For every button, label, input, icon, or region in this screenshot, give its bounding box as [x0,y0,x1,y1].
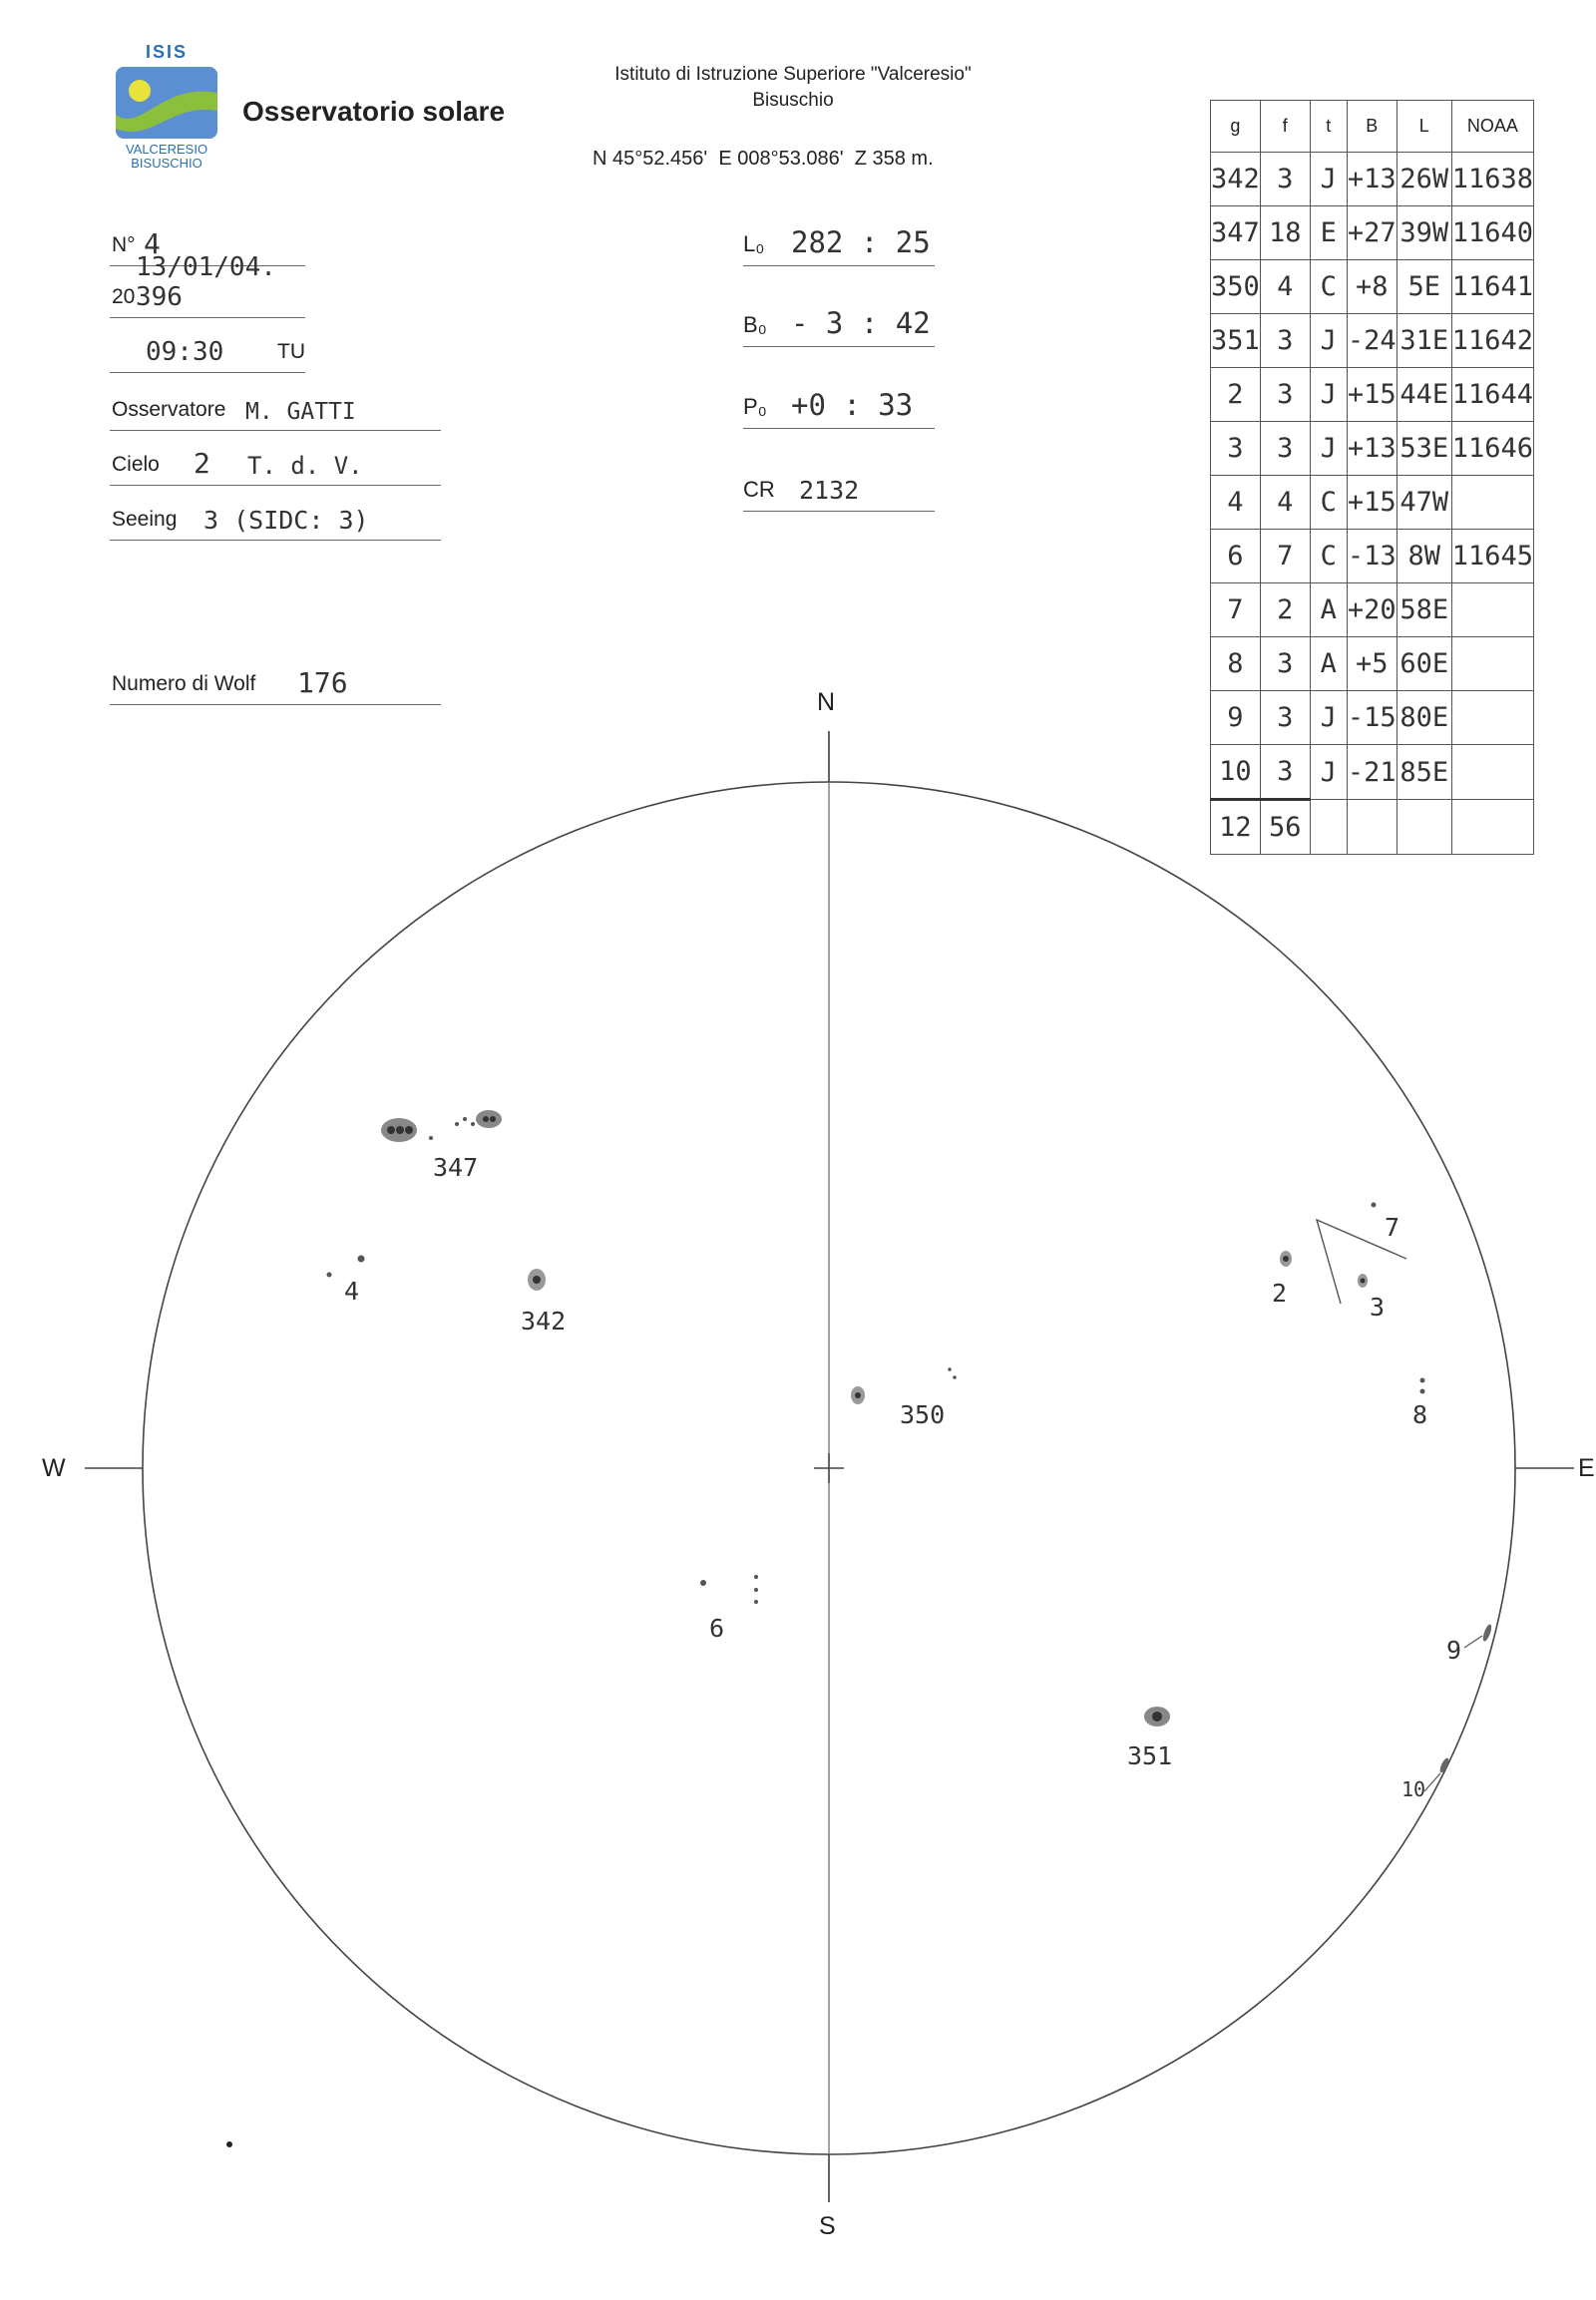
table-cell: 11641 [1451,260,1533,314]
table-cell: 4 [1211,476,1261,530]
group-label-4: 4 [344,1277,360,1306]
l0-value: 282 : 25 [791,225,931,259]
header-cell: L [1396,101,1451,153]
table-cell: A [1310,637,1347,691]
spot-group-350 [851,1367,957,1404]
table-cell: +8 [1347,260,1396,314]
table-cell: 351 [1211,314,1261,368]
site-coordinates: N 45°52.456' E 008°53.086' Z 358 m. [593,148,934,170]
table-cell: 11642 [1451,314,1533,368]
time-value: 09:30 [146,337,224,367]
table-cell: 11638 [1451,153,1533,206]
group-label-342: 342 [521,1307,567,1336]
number-value: 4 [144,227,161,260]
table-cell: 342 [1211,153,1261,206]
table-cell: -24 [1347,314,1396,368]
observatory-title: Osservatorio solare [242,96,506,127]
table-cell: -13 [1347,530,1396,583]
table-cell: +15 [1347,368,1396,422]
table-cell: 11645 [1451,530,1533,583]
table-cell: 5E [1396,260,1451,314]
table-cell: -15 [1347,691,1396,745]
table-cell: +27 [1347,206,1396,260]
table-cell: J [1310,153,1347,206]
header-cell: NOAA [1451,101,1533,153]
l0-label: L₀ [743,231,765,256]
table-cell: J [1310,314,1347,368]
logo-brand: ISIS [145,42,188,62]
table-cell: 7 [1211,583,1261,637]
table-cell: -21 [1347,745,1396,800]
header-cell: g [1211,101,1261,153]
cr-value: 2132 [799,476,860,505]
table-cell: 11646 [1451,422,1533,476]
annotation-pointer [1464,1636,1482,1648]
table-cell: 31E [1396,314,1451,368]
table-cell: 4 [1260,260,1310,314]
logo-subtitle-2: BISUSCHIO [131,156,202,171]
wolf-value: 176 [297,666,348,699]
date-value: 13/01/04. 396 [136,252,276,312]
table-cell: 4 [1260,476,1310,530]
group-label-8: 8 [1412,1400,1428,1429]
sky-label: Cielo [112,453,160,476]
spot-group-2 [1280,1251,1292,1267]
spot-group-9 [1481,1624,1493,1643]
table-cell: 3 [1260,745,1310,800]
table-cell: 3 [1260,314,1310,368]
number-label: N° [112,233,136,256]
table-cell: 11644 [1451,368,1533,422]
table-cell: +5 [1347,637,1396,691]
group-label-9: 9 [1446,1636,1462,1665]
table-cell: 26W [1396,153,1451,206]
west-label: W [42,1454,66,1482]
table-cell: 39W [1396,206,1451,260]
group-label-6: 6 [709,1614,725,1643]
table-cell: 8W [1396,530,1451,583]
table-cell: A [1310,583,1347,637]
b0-value: - 3 : 42 [791,306,931,340]
table-cell: 3 [1260,422,1310,476]
cr-label: CR [743,477,775,502]
table-cell: 60E [1396,637,1451,691]
table-cell: 347 [1211,206,1261,260]
table-cell: 12 [1211,800,1261,855]
table-cell: 350 [1211,260,1261,314]
group-label-7: 7 [1385,1213,1400,1242]
stray-mark [226,2141,232,2147]
table-cell: 11640 [1451,206,1533,260]
group-label-351: 351 [1127,1741,1173,1770]
table-cell: 44E [1396,368,1451,422]
time-unit: TU [277,340,305,363]
seeing-label: Seeing [112,508,178,531]
table-cell: C [1310,530,1347,583]
group-label-2: 2 [1272,1279,1288,1308]
group-label-350: 350 [900,1400,946,1429]
institute-town: Bisuschio [752,90,834,111]
sky-extra: T. d. V. [247,452,363,480]
table-cell: 2 [1260,583,1310,637]
table-cell: 56 [1260,800,1310,855]
table-cell: 3 [1260,691,1310,745]
table-cell: C [1310,260,1347,314]
table-cell: 47W [1396,476,1451,530]
header-cell: t [1310,101,1347,153]
table-cell: 3 [1211,422,1261,476]
group-label-347: 347 [433,1153,479,1182]
table-cell: 80E [1396,691,1451,745]
table-cell: 2 [1211,368,1261,422]
sky-value: 2 [194,447,210,480]
observer-label: Osservatore [112,398,226,421]
table-cell: J [1310,368,1347,422]
spot-group-8 [1420,1378,1425,1394]
annotation-pointer [1424,1773,1440,1791]
table-cell: 85E [1396,745,1451,800]
table-cell: +15 [1347,476,1396,530]
table-cell: E [1310,206,1347,260]
table-cell: 7 [1260,530,1310,583]
wolf-label: Numero di Wolf [112,672,256,695]
spot-group-342 [528,1269,546,1291]
b0-label: B₀ [743,312,767,337]
table-cell: 18 [1260,206,1310,260]
spot-group-6 [700,1575,758,1604]
spot-group-4 [327,1256,365,1278]
east-label: E [1578,1454,1595,1482]
logo-subtitle-1: VALCERESIO [125,142,208,157]
table-cell: 10 [1211,745,1261,800]
header-cell: f [1260,101,1310,153]
table-cell: 3 [1260,368,1310,422]
table-cell: +13 [1347,153,1396,206]
table-cell: 6 [1211,530,1261,583]
seeing-value: 3 (SIDC: 3) [203,506,369,535]
group-label-10: 10 [1401,1777,1426,1801]
table-cell: 8 [1211,637,1261,691]
table-cell: 9 [1211,691,1261,745]
spot-group-3 [1358,1274,1368,1288]
spot-group-351 [1144,1707,1170,1726]
observer-value: M. GATTI [245,399,356,425]
table-cell: +20 [1347,583,1396,637]
table-cell: 3 [1260,637,1310,691]
table-cell: J [1310,691,1347,745]
table-cell: 58E [1396,583,1451,637]
institute-name: Istituto di Istruzione Superiore "Valceresio" [614,64,972,85]
north-label: N [817,688,836,716]
date-prefix: 20 [112,285,136,308]
p0-value: +0 : 33 [791,388,914,422]
header-cell: B [1347,101,1396,153]
table-cell: J [1310,745,1347,800]
table-cell: C [1310,476,1347,530]
table-cell: J [1310,422,1347,476]
spot-group-347 [381,1110,502,1142]
p0-label: P₀ [743,394,767,419]
table-cell: 53E [1396,422,1451,476]
table-cell: 3 [1260,153,1310,206]
spot-group-7 [1372,1203,1377,1208]
south-label: S [819,2212,836,2240]
table-cell: +13 [1347,422,1396,476]
group-label-3: 3 [1370,1293,1386,1322]
